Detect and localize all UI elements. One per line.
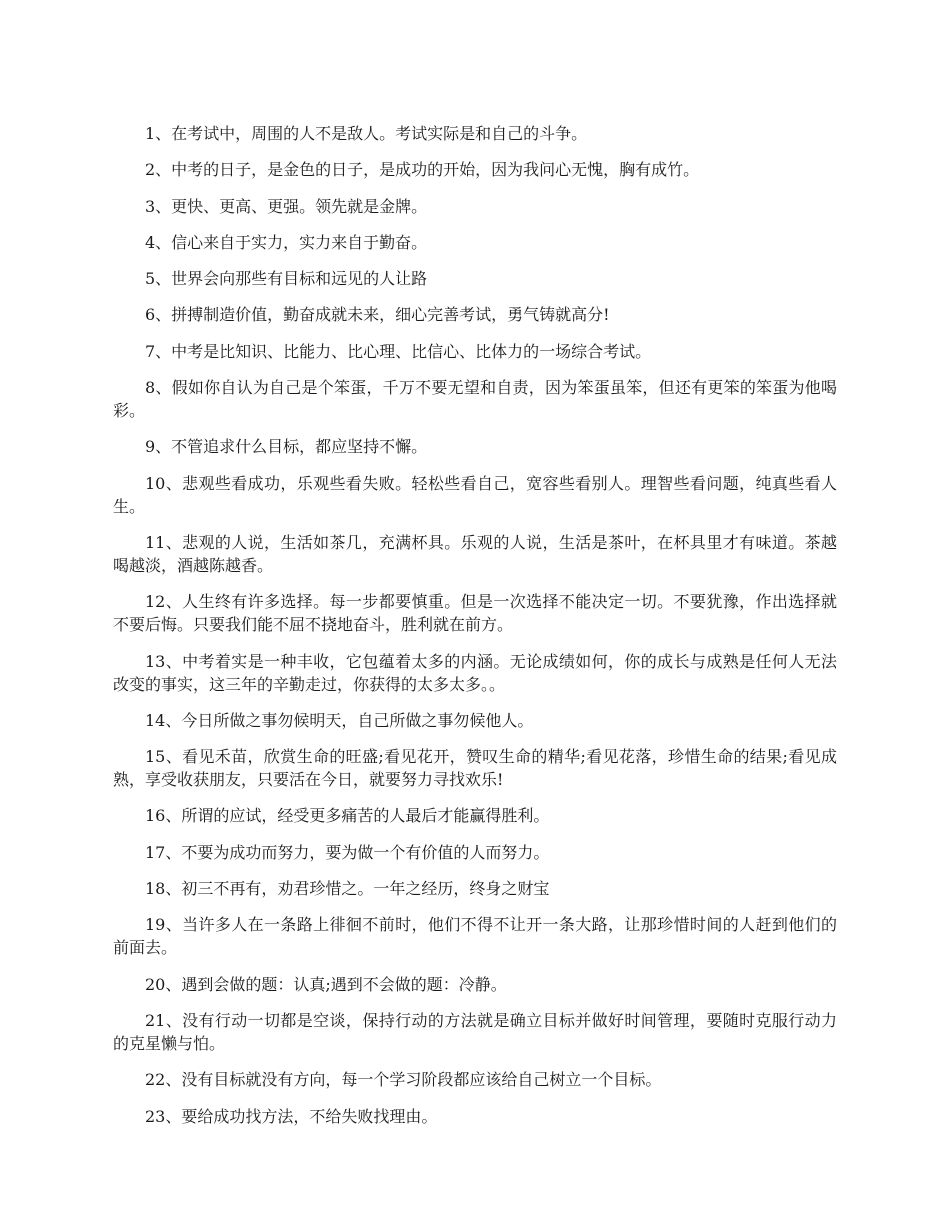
paragraph-11: 11、悲观的人说，生活如茶几，充满杯具。乐观的人说，生活是茶叶，在杯具里才有味道。茶越喝越淡，酒越陈越香。 xyxy=(113,532,837,575)
paragraph-1: 1、在考试中，周围的人不是敌人。考试实际是和自己的斗争。 xyxy=(145,124,588,143)
paragraph-15: 15、看见禾苗，欣赏生命的旺盛;看见花开，赞叹生命的精华;看见花落，珍惜生命的结果;看见成熟，享受收获朋友，只要活在今日，就要努力寻找欢乐! xyxy=(113,747,837,790)
paragraph-3: 3、更快、更高、更强。领先就是金牌。 xyxy=(145,196,428,216)
paragraph-22: 22、没有目标就没有方向，每一个学习阶段都应该给自己树立一个目标。 xyxy=(145,1070,662,1090)
paragraph-10: 10、悲观些看成功，乐观些看失败。轻松些看自己，宽容些看别人。理智些看问题，纯真些看人生。 xyxy=(113,473,837,516)
paragraph-21: 21、没有行动一切都是空谈，保持行动的方法就是确立目标并做好时间管理，要随时克服行动力的克星懒与怕。 xyxy=(113,1010,837,1053)
paragraph-6: 6、拼搏制造价值，勤奋成就未来，细心完善考试，勇气铸就高分! xyxy=(145,305,610,325)
paragraph-5: 5、世界会向那些有目标和远见的人让路 xyxy=(145,269,428,289)
paragraph-12: 12、人生终有许多选择。每一步都要慎重。但是一次选择不能决定一切。不要犹豫，作出选择就不要后悔。只要我们能不屈不挠地奋斗，胜利就在前方。 xyxy=(113,592,837,635)
paragraph-4: 4、信心来自于实力，实力来自于勤奋。 xyxy=(145,232,428,252)
paragraph-14: 14、今日所做之事勿候明天，自己所做之事勿候他人。 xyxy=(145,710,534,730)
paragraph-18: 18、初三不再有，劝君珍惜之。一年之经历，终身之财宝 xyxy=(145,879,550,899)
paragraph-7: 7、中考是比知识、比能力、比心理、比信心、比体力的一场综合考试。 xyxy=(145,341,652,361)
paragraph-9: 9、不管追求什么目标，都应坚持不懈。 xyxy=(145,437,428,457)
paragraph-19: 19、当许多人在一条路上徘徊不前时，他们不得不让开一条大路，让那珍惜时间的人赶到他们的前面去。 xyxy=(113,915,837,958)
paragraph-20: 20、遇到会做的题：认真;遇到不会做的题：冷静。 xyxy=(145,974,507,994)
paragraph-17: 17、不要为成功而努力，要为做一个有价值的人而努力。 xyxy=(145,842,550,862)
document-body xyxy=(113,122,837,1141)
paragraph-2: 2、中考的日子，是金色的日子，是成功的开始，因为我问心无愧，胸有成竹。 xyxy=(145,160,700,180)
paragraph-23: 23、要给成功找方法，不给失败找理由。 xyxy=(145,1106,438,1126)
paragraph-16: 16、所谓的应试，经受更多痛苦的人最后才能赢得胜利。 xyxy=(145,806,550,826)
paragraph-13: 13、中考着实是一种丰收，它包蕴着太多的内涵。无论成绩如何，你的成长与成熟是任何人无法改变的事实，这三年的辛勤走过，你获得的太多太多。。 xyxy=(113,651,837,694)
paragraph-8: 8、假如你自认为自己是个笨蛋，千万不要无望和自责，因为笨蛋虽笨，但还有更笨的笨蛋为他喝彩。 xyxy=(113,378,837,421)
